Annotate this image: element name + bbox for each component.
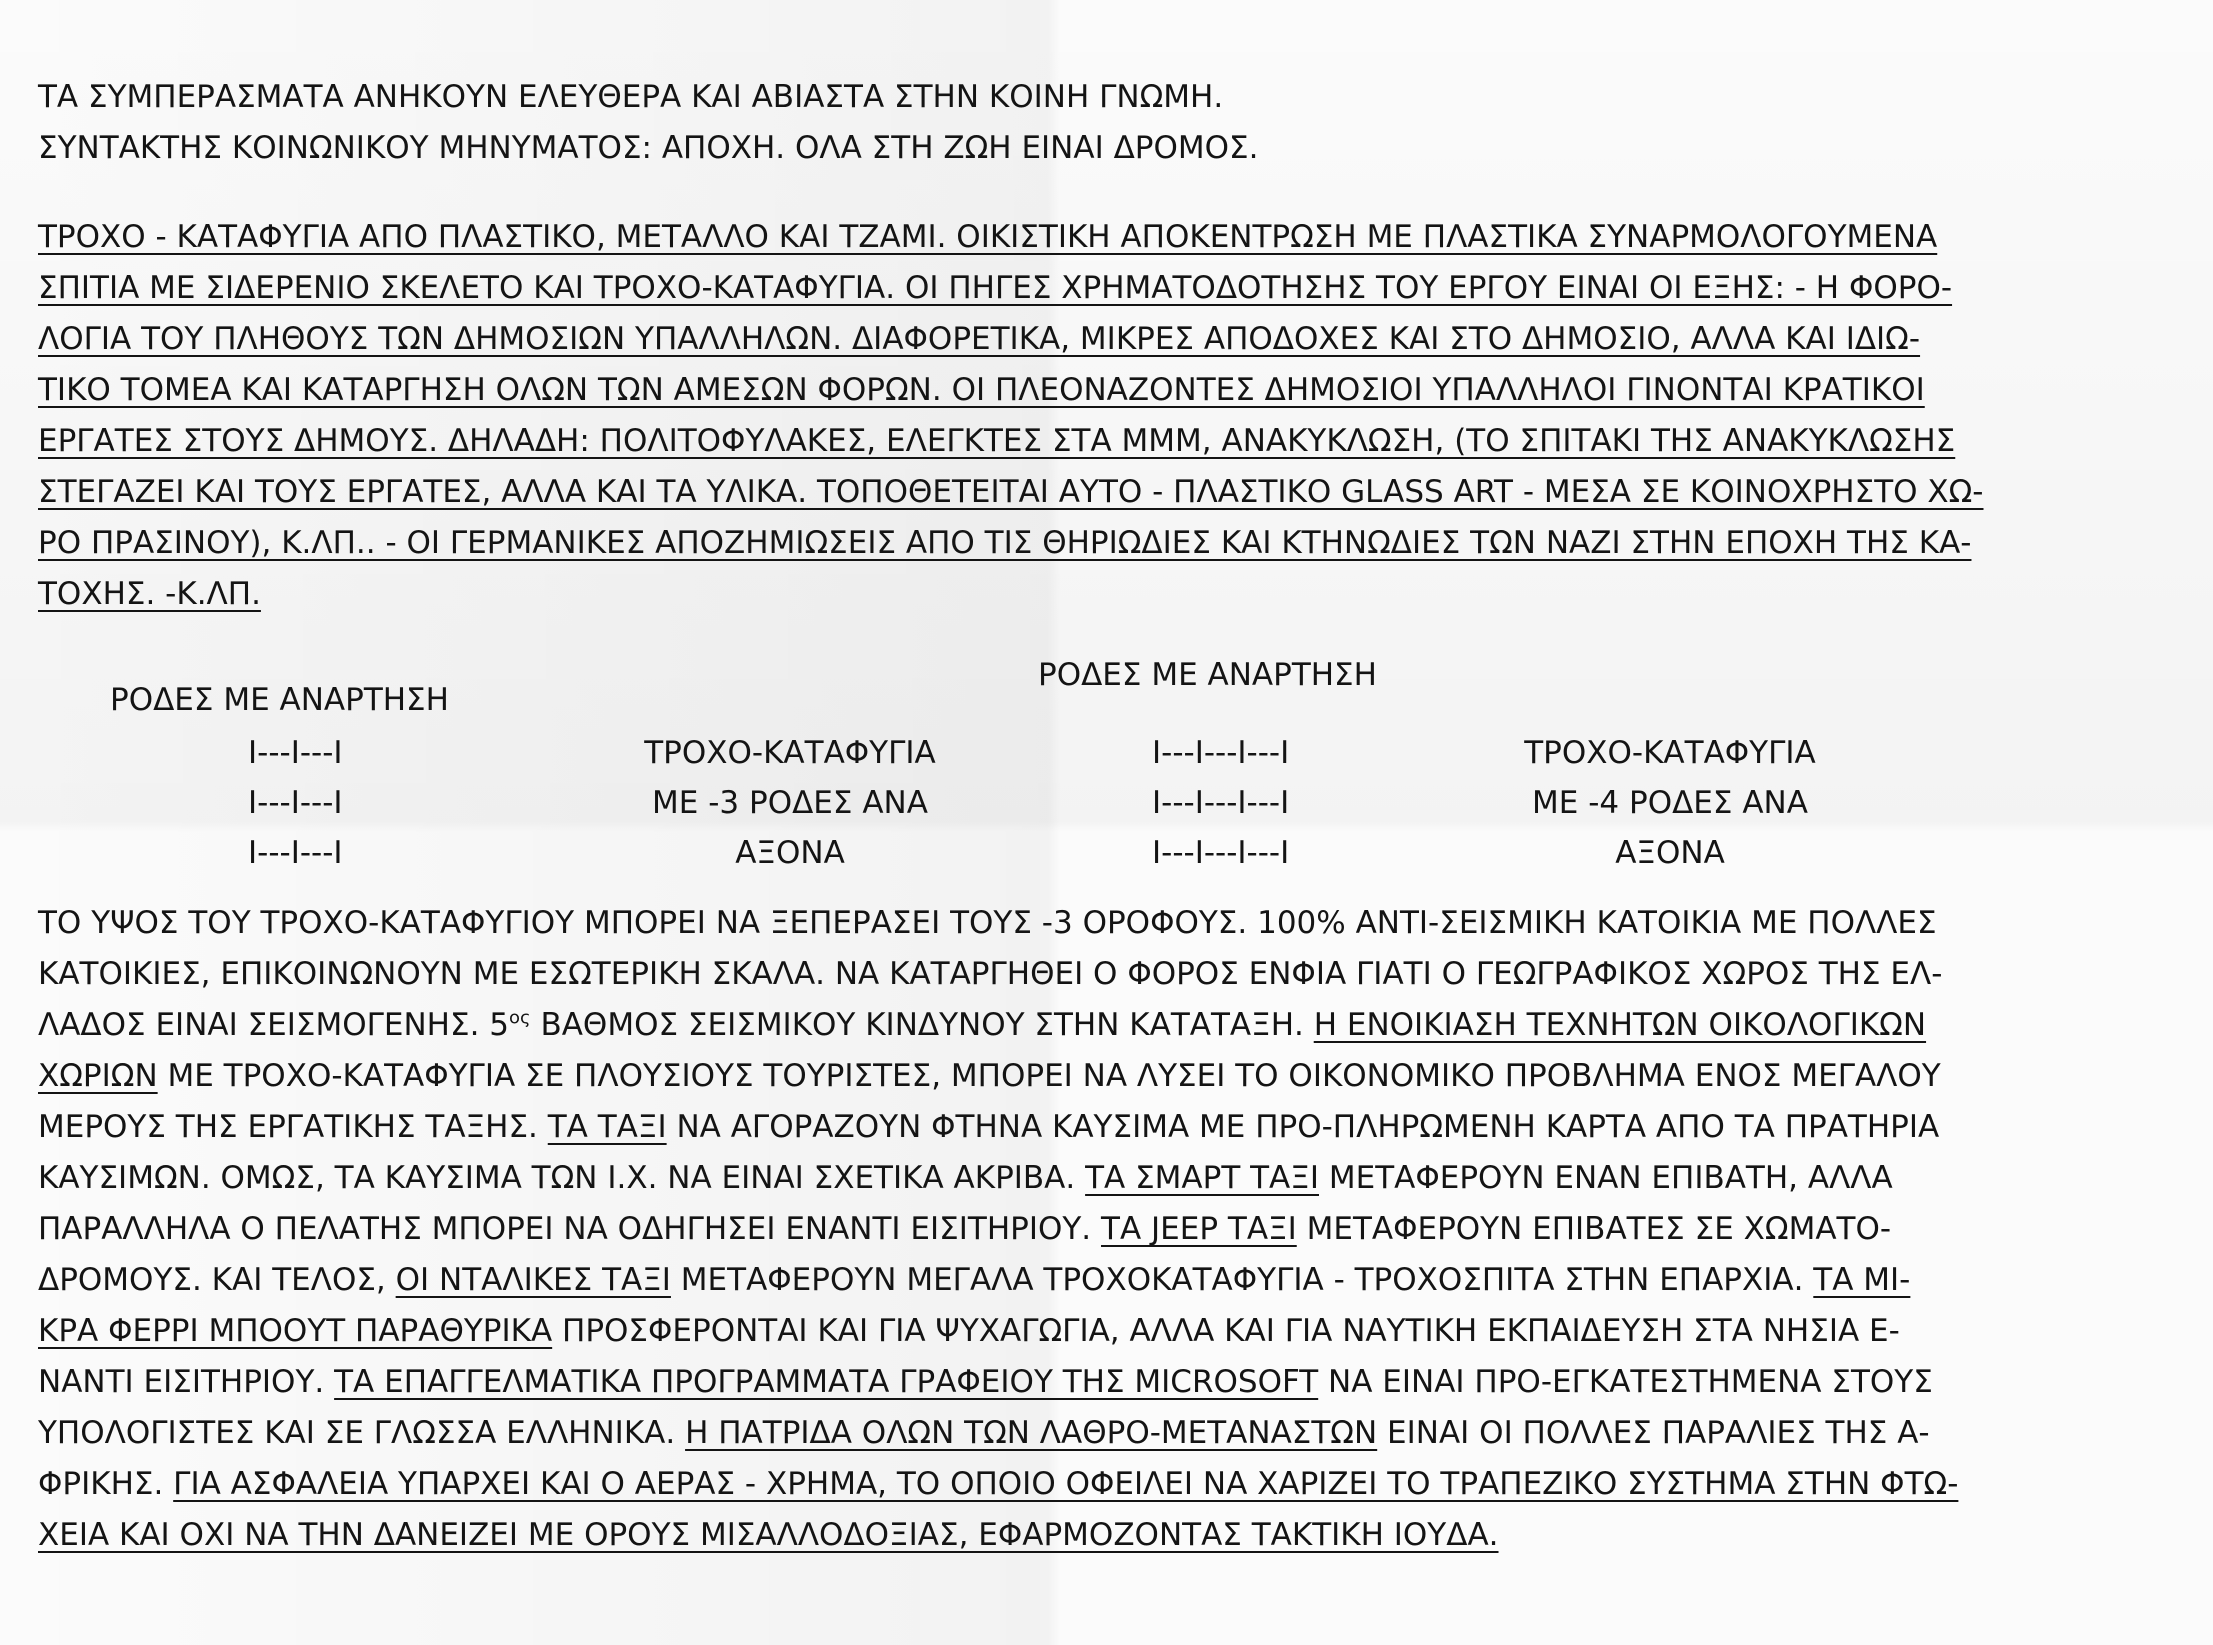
header-line-1: ΤΑ ΣΥΜΠΕΡΑΣΜΑΤΑ ΑΝΗΚΟΥΝ ΕΛΕΥΘΕΡΑ ΚΑΙ ΑΒΙΑΣΤΑ ΣΤΗΝ ΚΟΙΝΗ ΓΝΩΜΗ. (38, 79, 1224, 115)
para2-line: ΧΕΙΑ ΚΑΙ ΟΧΙ ΝΑ ΤΗΝ ΔΑΝΕΙΖΕΙ ΜΕ ΟΡΟΥΣ ΜΙΣΑΛΛΟΔΟΞΙΑΣ, ΕΦΑΡΜΟΖΟΝΤΑΣ ΤΑΚΤΙΚΗ ΙΟΥΔΑ. (38, 1517, 1499, 1553)
right-diagram-caption: ΜΕ -4 ΡΟΔΕΣ ΑΝΑ (1532, 785, 1808, 821)
para1-line: ΡΟ ΠΡΑΣΙΝΟΥ), Κ.ΛΠ.. - ΟΙ ΓΕΡΜΑΝΙΚΕΣ ΑΠΟΖΗΜΙΩΣΕΙΣ ΑΠΟ ΤΙΣ ΘΗΡΙΩΔΙΕΣ ΚΑΙ ΚΤΗΝΩΔΙΕΣ ΤΩΝ ΝΑΖΙ ΣΤΗΝ ΕΠΟΧΗ ΤΗΣ ΚΑ- (38, 525, 1972, 561)
left-diagram-title: ΡΟΔΕΣ ΜΕ ΑΝΑΡΤΗΣΗ (110, 682, 449, 718)
para2-line: ΤΟ ΥΨΟΣ ΤΟΥ ΤΡΟΧΟ-ΚΑΤΑΦΥΓΙΟΥ ΜΠΟΡΕΙ ΝΑ ΞΕΠΕΡΑΣΕΙ ΤΟΥΣ -3 ΟΡΟΦΟΥΣ. 100% ΑΝΤΙ-ΣΕΙΣΜΙΚΗ ΚΑΤΟΙΚΙΑ ΜΕ ΠΟΛΛΕΣ (38, 905, 1937, 941)
right-axle-row: I---I---I---I (1152, 785, 1290, 821)
para1-line: ΣΤΕΓΑΖΕΙ ΚΑΙ ΤΟΥΣ ΕΡΓΑΤΕΣ, ΑΛΛΑ ΚΑΙ ΤΑ ΥΛΙΚΑ. ΤΟΠΟΘΕΤΕΙΤΑΙ ΑΥΤΟ - ΠΛΑΣΤΙΚΟ GLASS ART - ΜΕΣΑ ΣΕ ΚΟΙΝΟΧΡΗΣΤΟ ΧΩ- (38, 474, 1984, 510)
para2-line: ΚΑΤΟΙΚΙΕΣ, ΕΠΙΚΟΙΝΩΝΟΥΝ ΜΕ ΕΣΩΤΕΡΙΚΗ ΣΚΑΛΑ. ΝΑ ΚΑΤΑΡΓΗΘΕΙ Ο ΦΟΡΟΣ ΕΝΦΙΑ ΓΙΑΤΙ Ο ΓΕΩΓΡΑΦΙΚΟΣ ΧΩΡΟΣ ΤΗΣ ΕΛ- (38, 956, 1943, 992)
para2-line: ΠΑΡΑΛΛΗΛΑ Ο ΠΕΛΑΤΗΣ ΜΠΟΡΕΙ ΝΑ ΟΔΗΓΗΣΕΙ ΕΝΑΝΤΙ ΕΙΣΙΤΗΡΙΟΥ. ΤΑ JEEP ΤΑΞΙ ΜΕΤΑΦΕΡΟΥΝ ΕΠΙΒΑΤΕΣ ΣΕ ΧΩΜΑΤΟ- (38, 1211, 1892, 1247)
left-diagram-caption: ΜΕ -3 ΡΟΔΕΣ ΑΝΑ (652, 785, 928, 821)
para2-line: ΚΑΥΣΙΜΩΝ. ΟΜΩΣ, ΤΑ ΚΑΥΣΙΜΑ ΤΩΝ Ι.Χ. ΝΑ ΕΙΝΑΙ ΣΧΕΤΙΚΑ ΑΚΡΙΒΑ. ΤΑ ΣΜΑΡΤ ΤΑΞΙ ΜΕΤΑΦΕΡΟΥΝ ΕΝΑΝ ΕΠΙΒΑΤΗ, ΑΛΛΑ (38, 1160, 1893, 1196)
para1-line: ΕΡΓΑΤΕΣ ΣΤΟΥΣ ΔΗΜΟΥΣ. ΔΗΛΑΔΗ: ΠΟΛΙΤΟΦΥΛΑΚΕΣ, ΕΛΕΓΚΤΕΣ ΣΤΑ ΜΜΜ, ΑΝΑΚΥΚΛΩΣΗ, (ΤΟ ΣΠΙΤΑΚΙ ΤΗΣ ΑΝΑΚΥΚΛΩΣΗΣ (38, 423, 1956, 459)
para2-line: ΔΡΟΜΟΥΣ. ΚΑΙ ΤΕΛΟΣ, ΟΙ ΝΤΑΛΙΚΕΣ ΤΑΞΙ ΜΕΤΑΦΕΡΟΥΝ ΜΕΓΑΛΑ ΤΡΟΧΟΚΑΤΑΦΥΓΙΑ - ΤΡΟΧΟΣΠΙΤΑ ΣΤΗΝ ΕΠΑΡΧΙΑ. ΤΑ ΜΙ- (38, 1262, 1911, 1298)
left-axle-row: I---I---I (248, 835, 343, 871)
right-diagram-title: ΡΟΔΕΣ ΜΕ ΑΝΑΡΤΗΣΗ (1038, 657, 1377, 693)
para1-line: ΣΠΙΤΙΑ ΜΕ ΣΙΔΕΡΕΝΙΟ ΣΚΕΛΕΤΟ ΚΑΙ ΤΡΟΧΟ-ΚΑΤΑΦΥΓΙΑ. ΟΙ ΠΗΓΕΣ ΧΡΗΜΑΤΟΔΟΤΗΣΗΣ ΤΟΥ ΕΡΓΟΥ ΕΙΝΑΙ ΟΙ ΕΞΗΣ: - Η ΦΟΡΟ- (38, 270, 1953, 306)
right-axle-row: I---I---I---I (1152, 835, 1290, 871)
para2-line: ΦΡΙΚΗΣ. ΓΙΑ ΑΣΦΑΛΕΙΑ ΥΠΑΡΧΕΙ ΚΑΙ Ο ΑΕΡΑΣ - ΧΡΗΜΑ, ΤΟ ΟΠΟΙΟ ΟΦΕΙΛΕΙ ΝΑ ΧΑΡΙΖΕΙ ΤΟ ΤΡΑΠΕΖΙΚΟ ΣΥΣΤΗΜΑ ΣΤΗΝ ΦΤΩ- (38, 1466, 1959, 1502)
para2-line: ΧΩΡΙΩΝ ΜΕ ΤΡΟΧΟ-ΚΑΤΑΦΥΓΙΑ ΣΕ ΠΛΟΥΣΙΟΥΣ ΤΟΥΡΙΣΤΕΣ, ΜΠΟΡΕΙ ΝΑ ΛΥΣΕΙ ΤΟ ΟΙΚΟΝΟΜΙΚΟ ΠΡΟΒΛΗΜΑ ΕΝΟΣ ΜΕΓΑΛΟΥ (38, 1058, 1941, 1094)
left-diagram-caption: ΤΡΟΧΟ-ΚΑΤΑΦΥΓΙΑ (644, 735, 936, 771)
right-diagram-caption: ΤΡΟΧΟ-ΚΑΤΑΦΥΓΙΑ (1524, 735, 1816, 771)
right-diagram-caption: ΑΞΟΝΑ (1615, 835, 1725, 871)
left-axle-row: I---I---I (248, 785, 343, 821)
para2-line: ΝΑΝΤΙ ΕΙΣΙΤΗΡΙΟΥ. ΤΑ ΕΠΑΓΓΕΛΜΑΤΙΚΑ ΠΡΟΓΡΑΜΜΑΤΑ ΓΡΑΦΕΙΟΥ ΤΗΣ MICROSOFT ΝΑ ΕΙΝΑΙ ΠΡΟ-ΕΓΚΑΤΕΣΤΗΜΕΝΑ ΣΤΟΥΣ (38, 1364, 1933, 1400)
para1-line: ΛΟΓΙΑ ΤΟΥ ΠΛΗΘΟΥΣ ΤΩΝ ΔΗΜΟΣΙΩΝ ΥΠΑΛΛΗΛΩΝ. ΔΙΑΦΟΡΕΤΙΚΑ, ΜΙΚΡΕΣ ΑΠΟΔΟΧΕΣ ΚΑΙ ΣΤΟ ΔΗΜΟΣΙΟ, ΑΛΛΑ ΚΑΙ ΙΔΙΩ- (38, 321, 1921, 357)
left-diagram-caption: ΑΞΟΝΑ (735, 835, 845, 871)
header-block (38, 72, 2188, 174)
header-line-2: ΣΥΝΤΑΚΤΗΣ ΚΟΙΝΩΝΙΚΟΥ ΜΗΝΥΜΑΤΟΣ: ΑΠΟΧΗ. ΟΛΑ ΣΤΗ ΖΩΗ ΕΙΝΑΙ ΔΡΟΜΟΣ. (38, 130, 1259, 166)
para2-line: ΜΕΡΟΥΣ ΤΗΣ ΕΡΓΑΤΙΚΗΣ ΤΑΞΗΣ. ΤΑ ΤΑΞΙ ΝΑ ΑΓΟΡΑΖΟΥΝ ΦΤΗΝΑ ΚΑΥΣΙΜΑ ΜΕ ΠΡΟ-ΠΛΗΡΩΜΕΝΗ ΚΑΡΤΑ ΑΠΟ ΤΑ ΠΡΑΤΗΡΙΑ (38, 1109, 1940, 1145)
left-axle-row: I---I---I (248, 735, 343, 771)
para2-line: ΚΡΑ ΦΕΡΡΙ ΜΠΟΟΥΤ ΠΑΡΑΘΥΡΙΚΑ ΠΡΟΣΦΕΡΟΝΤΑΙ ΚΑΙ ΓΙΑ ΨΥΧΑΓΩΓΙΑ, ΑΛΛΑ ΚΑΙ ΓΙΑ ΝΑΥΤΙΚΗ ΕΚΠΑΙΔΕΥΣΗ ΣΤΑ ΝΗΣΙΑ Ε- (38, 1313, 1900, 1349)
paragraph-1 (38, 212, 2188, 620)
para2-line: ΥΠΟΛΟΓΙΣΤΕΣ ΚΑΙ ΣΕ ΓΛΩΣΣΑ ΕΛΛΗΝΙΚΑ. Η ΠΑΤΡΙΔΑ ΟΛΩΝ ΤΩΝ ΛΑΘΡΟ-ΜΕΤΑΝΑΣΤΩΝ ΕΙΝΑΙ ΟΙ ΠΟΛΛΕΣ ΠΑΡΑΛΙΕΣ ΤΗΣ Α- (38, 1415, 1930, 1451)
right-axle-row: I---I---I---I (1152, 735, 1290, 771)
para1-line: ΤΟΧΗΣ. -Κ.ΛΠ. (38, 576, 261, 612)
paragraph-2 (38, 898, 2188, 1561)
para1-line: ΤΙΚΟ ΤΟΜΕΑ ΚΑΙ ΚΑΤΑΡΓΗΣΗ ΟΛΩΝ ΤΩΝ ΑΜΕΣΩΝ ΦΟΡΩΝ. ΟΙ ΠΛΕΟΝΑΖΟΝΤΕΣ ΔΗΜΟΣΙΟΙ ΥΠΑΛΛΗΛΟΙ ΓΙΝΟΝΤΑΙ ΚΡΑΤΙΚΟΙ (38, 372, 1925, 408)
para2-line: ΛΑΔΟΣ ΕΙΝΑΙ ΣΕΙΣΜΟΓΕΝΗΣ. $5^{o\varsigma}$ ΒΑΘΜΟΣ ΣΕΙΣΜΙΚΟΥ ΚΙΝΔΥΝΟΥ ΣΤΗΝ ΚΑΤΑΤΑΞΗ. Η ΕΝΟΙΚΙΑΣΗ ΤΕΧΝΗΤΩΝ ΟΙΚΟΛΟΓΙΚΩΝ (38, 1007, 1927, 1043)
para1-line: ΤΡΟΧΟ - ΚΑΤΑΦΥΓΙΑ ΑΠΟ ΠΛΑΣΤΙΚΟ, ΜΕΤΑΛΛΟ ΚΑΙ ΤΖΑΜΙ. ΟΙΚΙΣΤΙΚΗ ΑΠΟΚΕΝΤΡΩΣΗ ΜΕ ΠΛΑΣΤΙΚΑ ΣΥΝΑΡΜΟΛΟΓΟΥΜΕΝΑ (38, 219, 1938, 255)
